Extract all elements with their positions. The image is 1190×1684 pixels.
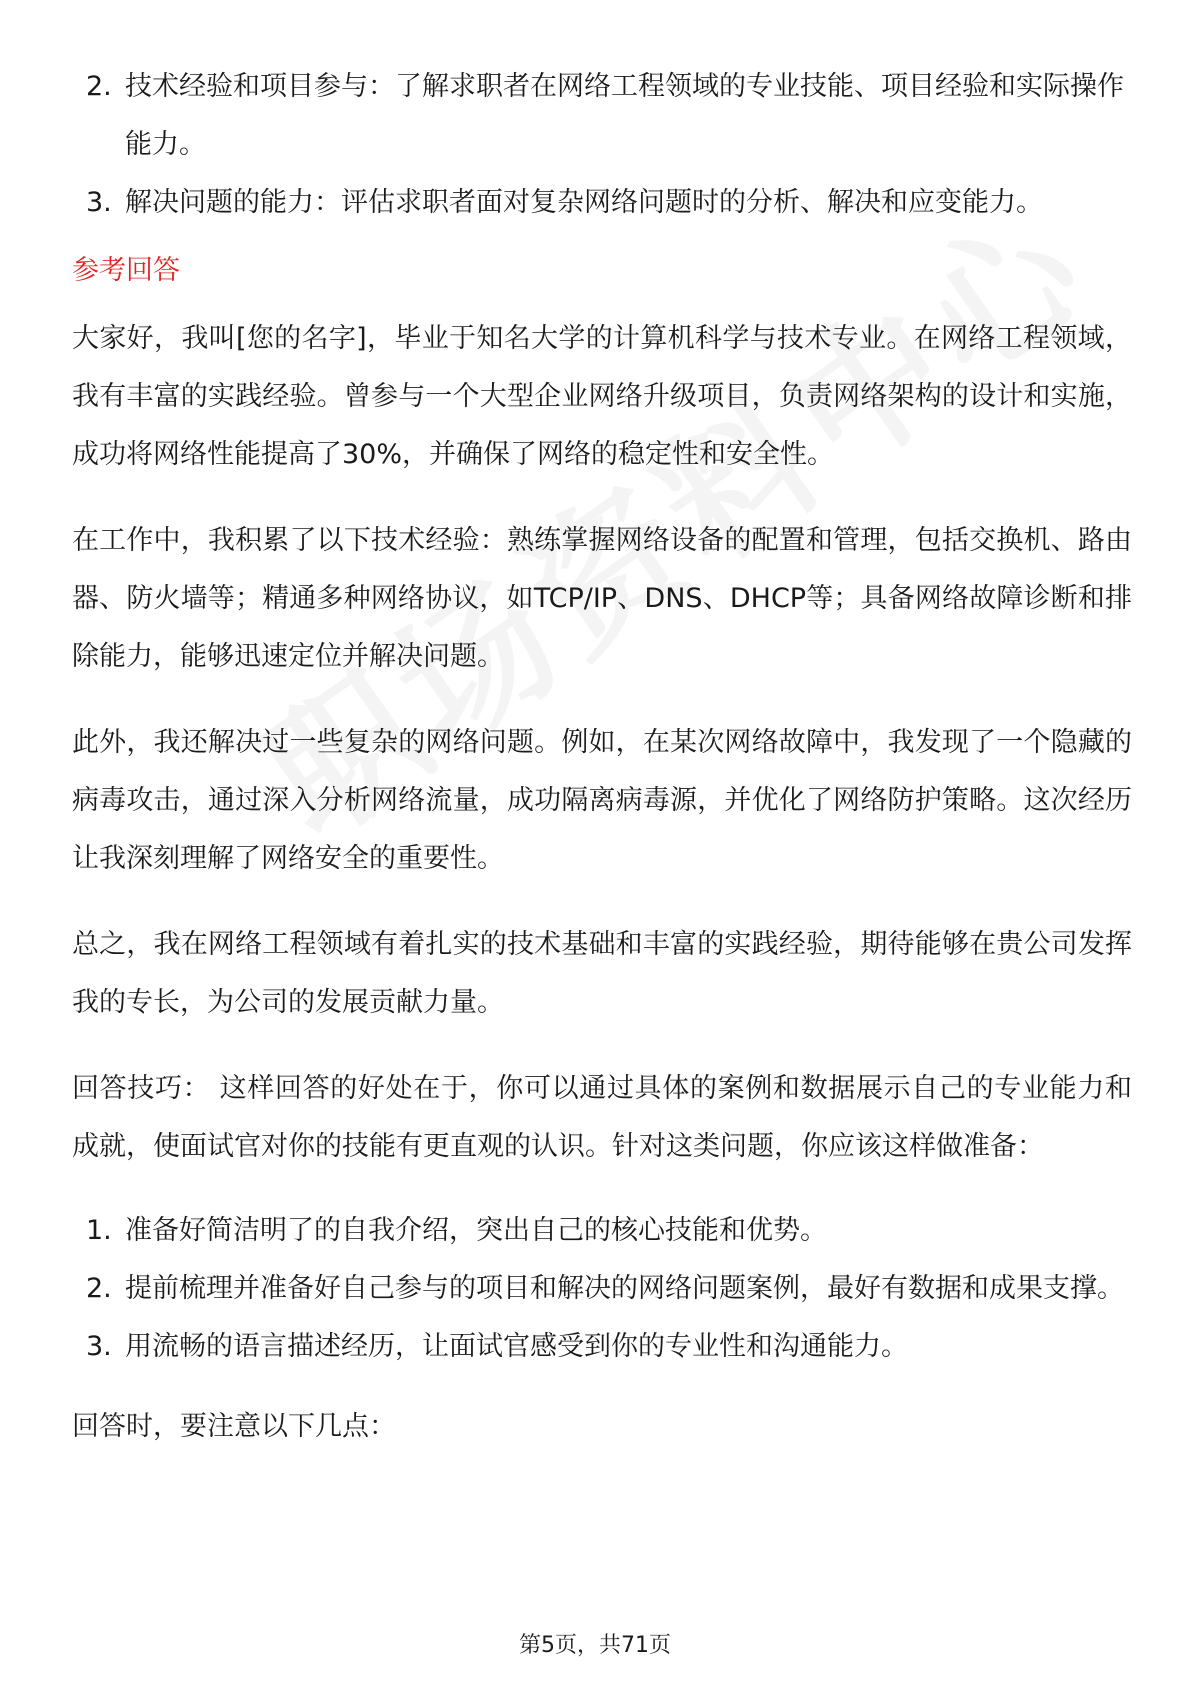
list-number: 1. (86, 1215, 112, 1246)
list-text: 用流畅的语言描述经历，让面试官感受到你的专业性和沟通能力。 (125, 1331, 908, 1362)
list-number: 3. (86, 187, 112, 218)
list-number: 2. (86, 1273, 112, 1304)
list-text: 技术经验和项目参与：了解求职者在网络工程领域的专业技能、项目经验和实际操作能力。 (125, 71, 1124, 160)
list-text: 解决问题的能力：评估求职者面对复杂网络问题时的分析、解决和应变能力。 (125, 187, 1043, 218)
list-item (72, 1318, 1132, 1376)
answer-paragraph: 在工作中，我积累了以下技术经验：熟练掌握网络设备的配置和管理，包括交换机、路由器、防火墙等；精通多种网络协议，如TCP/IP、DNS、DHCP等；具备网络故障诊断和排除能力，能够迅速定位并解决问题。 (72, 525, 1132, 672)
answer-paragraph: 大家好，我叫[您的名字]，毕业于知名大学的计算机科学与技术专业。在网络工程领域，我有丰富的实践经验。曾参与一个大型企业网络升级项目，负责网络架构的设计和实施，成功将网络性能提高了30%，并确保了网络的稳定性和安全性。 (72, 323, 1132, 470)
list-item (72, 58, 1132, 174)
answer-paragraph: 此外，我还解决过一些复杂的网络问题。例如，在某次网络故障中，我发现了一个隐藏的病毒攻击，通过深入分析网络流量，成功隔离病毒源，并优化了网络防护策略。这次经历让我深刻理解了网络安全的重要性。 (72, 727, 1132, 874)
closing-paragraph: 回答时，要注意以下几点： (72, 1411, 396, 1442)
list-text: 准备好简洁明了的自我介绍，突出自己的核心技能和优势。 (125, 1215, 827, 1246)
list-item (72, 174, 1132, 232)
page-number: 第5页，共71页 (519, 1633, 671, 1658)
list-item (72, 1202, 1132, 1260)
answer-paragraph: 总之，我在网络工程领域有着扎实的技术基础和丰富的实践经验，期待能够在贵公司发挥我的专长，为公司的发展贡献力量。 (72, 929, 1132, 1018)
list-number: 2. (86, 71, 112, 102)
list-item (72, 1260, 1132, 1318)
preparation-tips-list (72, 1202, 1132, 1376)
document-body (72, 58, 1132, 1484)
list-text: 提前梳理并准备好自己参与的项目和解决的网络问题案例，最好有数据和成果支撑。 (125, 1273, 1124, 1304)
evaluation-points-list (72, 58, 1132, 232)
section-title: 参考回答 (72, 255, 180, 286)
list-number: 3. (86, 1331, 112, 1362)
tips-paragraph: 回答技巧： 这样回答的好处在于，你可以通过具体的案例和数据展示自己的专业能力和成就，使面试官对你的技能有更直观的认识。针对这类问题，你应该这样做准备： (72, 1073, 1132, 1162)
